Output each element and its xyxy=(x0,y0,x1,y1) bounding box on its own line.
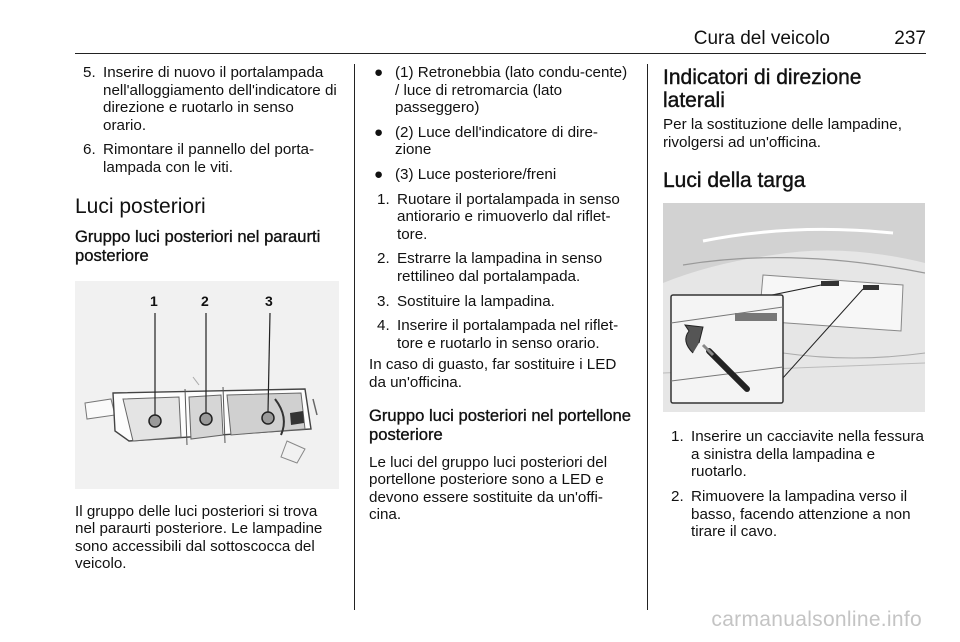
column-middle xyxy=(369,64,633,528)
list-item: 3. Sostituire la lampadina. xyxy=(377,292,555,310)
step-list xyxy=(369,191,633,353)
step-list xyxy=(663,428,927,541)
subsection-heading: Gruppo luci posteriori nel portellone posteriore xyxy=(369,405,631,444)
list-item: 4. Inserire il portalampada nel riflet-tore e ruotarlo in senso orario. xyxy=(377,317,619,352)
tail-light-diagram xyxy=(75,281,339,489)
column-divider xyxy=(354,64,355,610)
list-item: 2. Estrarre la lampadina in senso rettilineo dal portalampada. xyxy=(377,250,603,285)
body-paragraph: Il gruppo delle luci posteriori si trova nel paraurti posteriore. Le lampadine sono accessibili dal sottoscocca del veicolo. xyxy=(75,502,323,573)
callout-1: 1 xyxy=(150,292,158,309)
page-number: 237 xyxy=(894,28,926,49)
list-item: 1. Ruotare il portalampada in senso antiorario e rimuoverlo dal riflet-tore. xyxy=(377,190,620,243)
list-item: ● (3) Luce posteriore/freni xyxy=(374,165,557,183)
watermark: carmanualsonline.info xyxy=(711,608,922,631)
bullet-icon: ● xyxy=(374,165,384,183)
section-heading: Indicatori di direzione laterali xyxy=(663,66,862,112)
list-item: ● (1) Retronebbia (lato condu-cente) / luce di retromarcia (lato passeggero) xyxy=(374,64,628,117)
column-right xyxy=(663,64,927,548)
body-paragraph: Le luci del gruppo luci posteriori del portellone posteriore sono a LED e devono essere sostituite da un'offi-cina. xyxy=(369,453,608,524)
list-item: 6. Rimontare il pannello del porta-lampada con le viti. xyxy=(83,141,315,176)
list-item: 1. Inserire un cacciavite nella fessura a sinistra della lampadina e ruotarlo. xyxy=(671,428,924,481)
page-header xyxy=(75,26,926,54)
note-paragraph: In caso di guasto, far sostituire i LED da un'officina. xyxy=(369,356,617,391)
section-title: Cura del veicolo xyxy=(693,28,830,49)
section-heading: Luci della targa xyxy=(663,169,806,193)
bullet-icon: ● xyxy=(374,64,384,81)
list-item: 2. Rimuovere la lampadina verso il basso, facendo attenzione a non tirare il cavo. xyxy=(671,487,911,541)
license-plate-diagram xyxy=(663,203,925,412)
bullet-list xyxy=(369,64,633,184)
list-item: ● (2) Luce dell'indicatore di dire-zione xyxy=(374,123,598,159)
rear-lights-bumper-illustration xyxy=(75,281,339,489)
bullet-icon: ● xyxy=(374,123,384,141)
list-item: 5. Inserire di nuovo il portalampada nell'alloggiamento dell'indicatore di direzione e ruotarlo in senso orario. xyxy=(83,64,337,134)
column-divider xyxy=(647,64,648,610)
callout-3: 3 xyxy=(265,292,273,309)
license-plate-light-illustration xyxy=(663,203,925,412)
body-paragraph: Per la sostituzione delle lampadine, rivolgersi ad un'officina. xyxy=(663,116,902,151)
section-heading: Luci posteriori xyxy=(75,194,206,218)
callout-2: 2 xyxy=(201,292,209,309)
column-left xyxy=(75,64,341,577)
step-list xyxy=(75,64,341,177)
subsection-heading: Gruppo luci posteriori nel paraurti posteriore xyxy=(75,226,321,265)
